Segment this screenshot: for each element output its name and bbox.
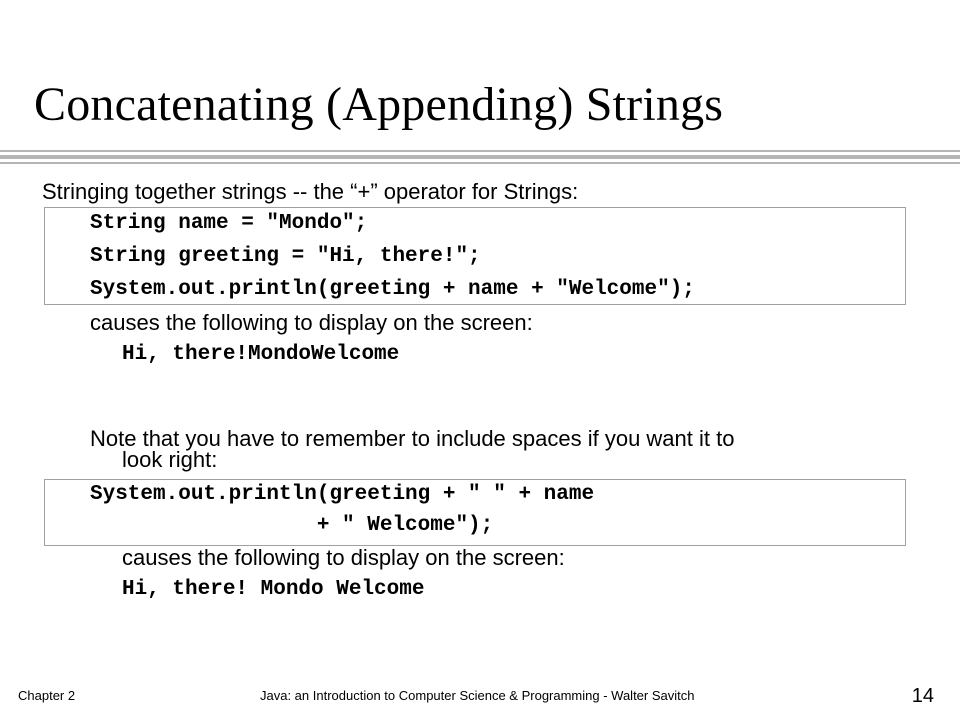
slide-title: Concatenating (Appending) Strings <box>34 78 724 131</box>
code-line: System.out.println(greeting + " " + name <box>90 483 595 506</box>
code-line: String greeting = "Hi, there!"; <box>90 245 481 268</box>
note-text-line-1: Note that you have to remember to include spaces if you want it to <box>90 426 735 451</box>
code-line: + " Welcome"); <box>90 514 494 537</box>
output-text-2: Hi, there! Mondo Welcome <box>122 578 425 601</box>
output-text-1: Hi, there!MondoWelcome <box>122 343 400 366</box>
title-divider-line-2 <box>0 155 960 159</box>
footer-chapter: Chapter 2 <box>18 688 76 703</box>
footer-book-citation: Java: an Introduction to Computer Science & Programming - Walter Savitch <box>260 688 695 703</box>
intro-text: Stringing together strings -- the “+” operator for Strings: <box>42 179 579 204</box>
title-divider-line-3 <box>0 162 960 164</box>
result-caption-2: causes the following to display on the screen: <box>122 545 565 570</box>
code-line: System.out.println(greeting + name + "Welcome"); <box>90 278 695 301</box>
result-caption-1: causes the following to display on the screen: <box>90 310 533 335</box>
page-number: 14 <box>911 685 934 707</box>
title-divider-line-1 <box>0 150 960 152</box>
code-line: String name = "Mondo"; <box>90 212 368 235</box>
note-text-line-2: look right: <box>122 447 218 472</box>
